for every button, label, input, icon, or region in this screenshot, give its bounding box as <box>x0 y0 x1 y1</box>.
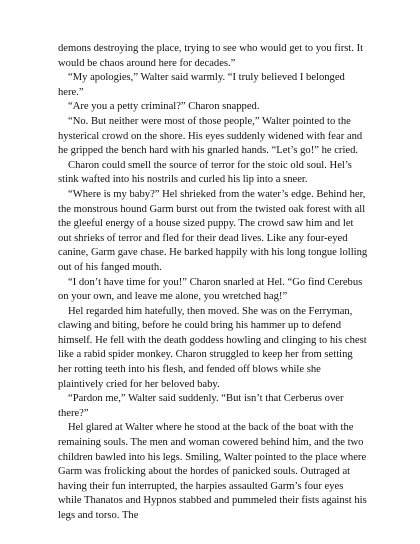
paragraph: “I don’t have time for you!” Charon snarled at Hel. “Go find Cerebus on your own, and leave me alone, you wretched hag!” <box>58 276 363 303</box>
paragraph: “My apologies,” Walter said warmly. “I truly believed I belonged here.” <box>58 72 345 98</box>
page-body-text <box>58 42 368 524</box>
paragraph: “No. But neither were most of those people,” Walter pointed to the hysterical crowd on the shore. His eyes suddenly widened with fear and he gripped the bench hard with his gnarled hands. “Let’s go!” he cried. <box>58 115 363 157</box>
paragraph: demons destroying the place, trying to see who would get to you first. It would be chaos around here for decades.” <box>58 43 364 69</box>
paragraph: Hel glared at Walter where he stood at the back of the boat with the remaining souls. The men and woman cowered behind him, and the two children bawled into his legs. Smiling, Walter pointed to the place where Garm was frolicking about the hordes of panicked souls. Outraged at having their fun interrupted, the harpies assaulted Garm’s four eyes while Thanatos and Hypnos stabbed and pummeled their fists against his legs and torso. The <box>58 422 367 521</box>
paragraph: Charon could smell the source of terror for the stoic old soul. Hel’s stink wafted into his nostrils and curled his lip into a sneer. <box>58 159 352 186</box>
paragraph: “Pardon me,” Walter said suddenly. “But isn’t that Cerberus over there?” <box>58 393 344 419</box>
paragraph: Hel regarded him hatefully, then moved. She was on the Ferryman, clawing and biting, before he could bring his hammer up to defend himself. He fell with the death goddess howling and clinging to his chest like a rabid spider monkey. Charon struggled to keep her from setting her rotting teeth into his flesh, and fended off blows while she plaintively cried for her beloved baby. <box>58 305 367 390</box>
paragraph: “Where is my baby?” Hel shrieked from the water’s edge. Behind her, the monstrous hound Garm burst out from the twisted oak forest with all the gleeful energy of a house sized puppy. The crowd saw him and let out shrieks of terror and fled for their dead lives. Like any four-eyed canine, Garm gave chase. He barked happily with his long tongue lolling out of his fanged mouth. <box>58 188 368 273</box>
paragraph: “Are you a petty criminal?” Charon snapped. <box>68 101 260 113</box>
